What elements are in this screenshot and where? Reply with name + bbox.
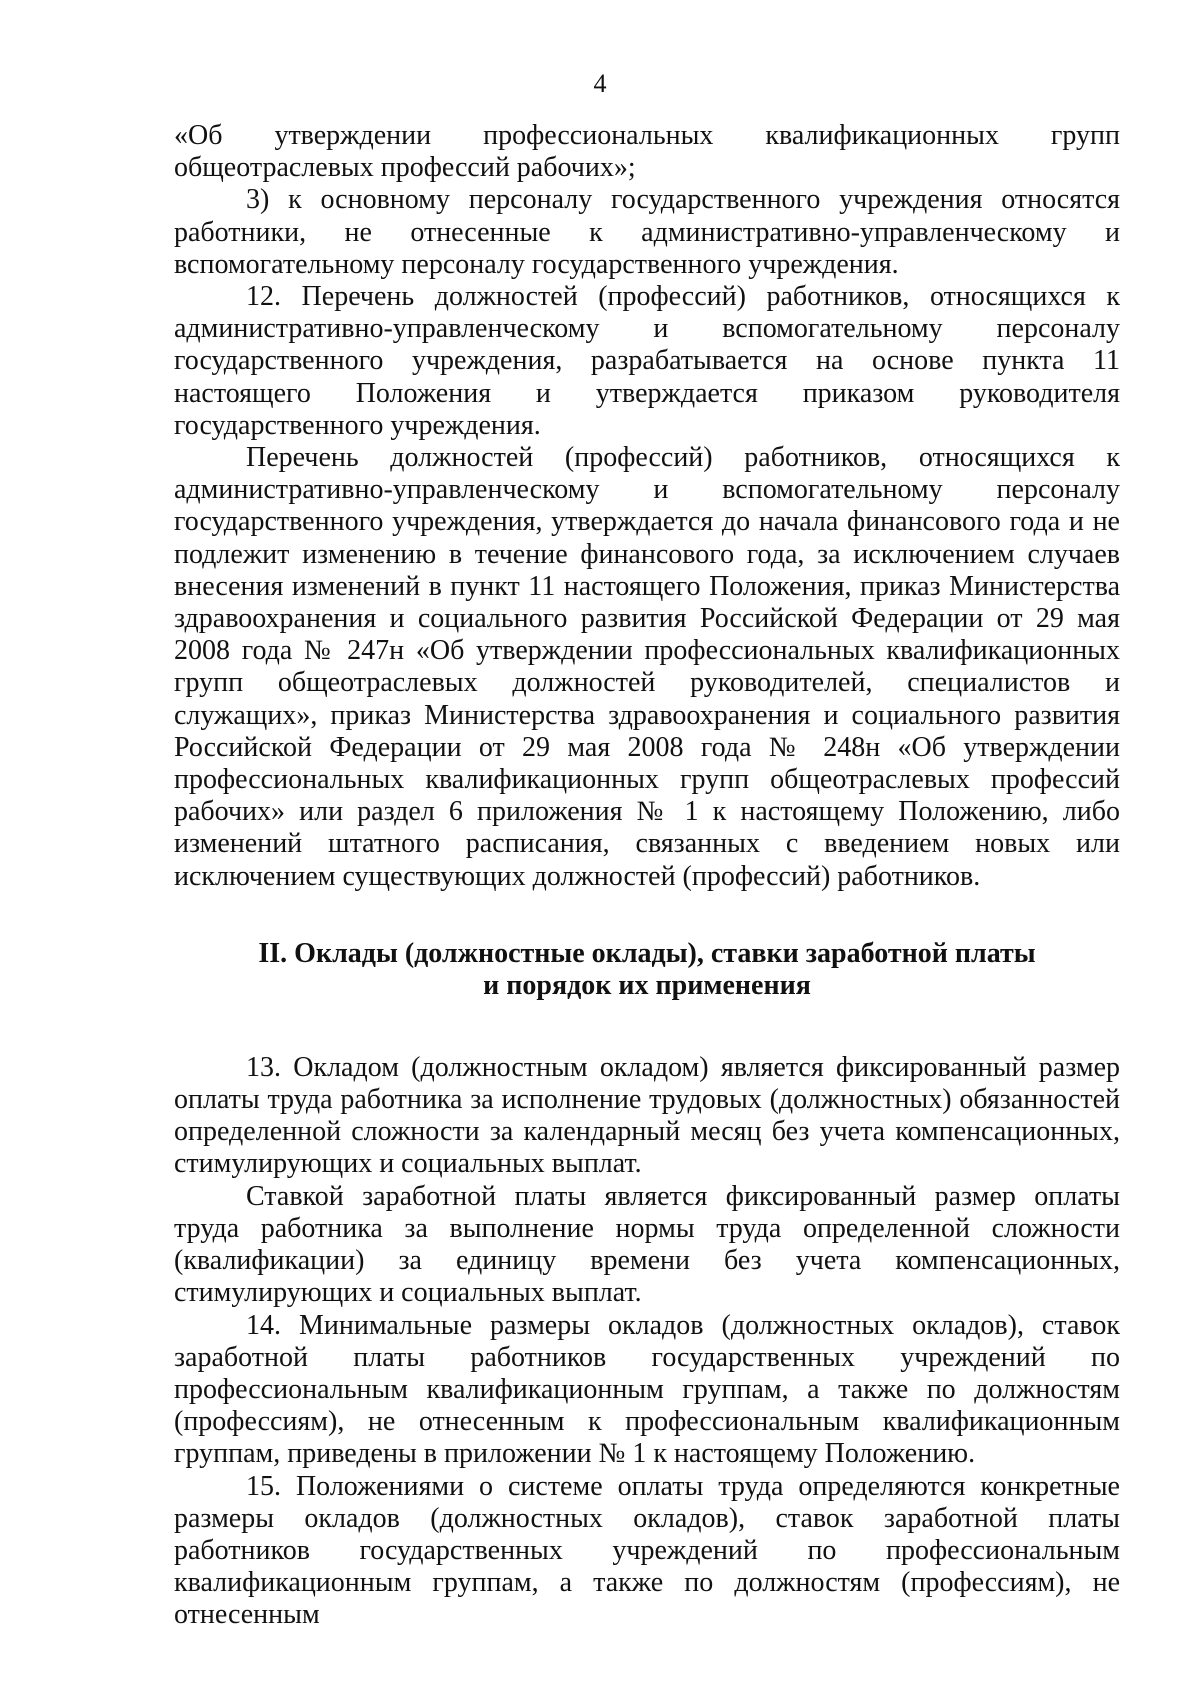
paragraph-item-13-rate: Ставкой заработной платы является фиксированный размер оплаты труда работника за выполнение нормы труда определенной сложности (квалификации) за единицу времени без учета компенсационных, стимулирующих и социальных выплат. xyxy=(174,1180,1120,1309)
section-title-line-1: II. Оклады (должностные оклады), ставки заработной платы xyxy=(258,937,1036,969)
paragraph-item-12: 12. Перечень должностей (профессий) работников, относящихся к административно-управленческому и вспомогательному персоналу государственного учреждения, разрабатывается на основе пункта 11 настоящего Положения и утверждается приказом руководителя государственного учреждения. xyxy=(174,281,1120,441)
page-number: 4 xyxy=(593,69,607,98)
paragraph-item-3: 3) к основному персоналу государственного учреждения относятся работники, не отнесенные к административно-управленческому и вспомогательному персоналу государственного учреждения. xyxy=(174,184,1120,280)
section-title-line-2: и порядок их применения xyxy=(483,969,811,1001)
paragraph-item-12-list: Перечень должностей (профессий) работников, относящихся к административно-управленческому и вспомогательному персоналу государственного учреждения, утверждается до начала финансового года и не подлежит изменению в течение финансового года, за исключением случаев внесения изменений в пункт 11 настоящего Положения, приказ Министерства здравоохранения и социального развития Российской Федерации от 29 мая 2008 года № 247н «Об утверждении профессиональных квалификационных групп общеотраслевых должностей руководителей, специалистов и служащих», приказ Министерства здравоохранения и социального развития Российской Федерации от 29 мая 2008 года № 248н «Об утверждении профессиональных квалификационных групп общеотраслевых профессий рабочих» или раздел 6 приложения № 1 к настоящему Положению, либо изменений штатного расписания, связанных с введением новых или исключением существующих должностей (профессий) работников. xyxy=(174,442,1120,892)
section-heading xyxy=(174,938,1120,1002)
paragraph-item-15: 15. Положениями о системе оплаты труда определяются конкретные размеры окладов (должностных окладов), ставок заработной платы работников государственных учреждений по профессиональным квалификационным группам, а также по должностям (профессиям), не отнесенным xyxy=(174,1470,1120,1631)
paragraph-item-14: 14. Минимальные размеры окладов (должностных окладов), ставок заработной платы работников государственных учреждений по профессиональным квалификационным группам, а также по должностям (профессиям), не отнесенным к профессиональным квалификационным группам, приведены в приложении № 1 к настоящему Положению. xyxy=(174,1309,1120,1470)
document-body xyxy=(174,120,1120,1632)
paragraph-item-13: 13. Окладом (должностным окладом) является фиксированный размер оплаты труда работника за исполнение трудовых (должностных) обязанностей определенной сложности за календарный месяц без учета компенсационных, стимулирующих и социальных выплат. xyxy=(174,1051,1120,1180)
paragraph-continuation: «Об утверждении профессиональных квалификационных групп общеотраслевых профессий рабочих»; xyxy=(174,120,1120,184)
